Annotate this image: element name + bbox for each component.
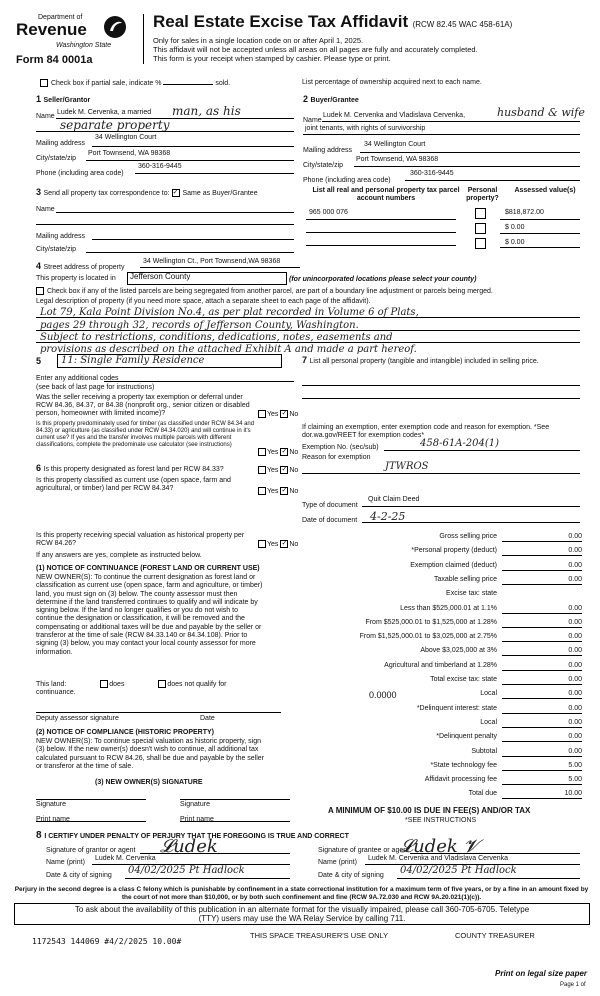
local-rate: 0.0000 bbox=[369, 690, 397, 700]
document-type-label: Type of document bbox=[302, 502, 358, 509]
grantee-signature-label: Signature of grantee or agent bbox=[318, 847, 410, 854]
title-text: Real Estate Excise Tax Affidavit bbox=[153, 12, 409, 31]
continuance-label: continuance. bbox=[36, 689, 76, 696]
grantor-name-value[interactable]: Ludek M. Cervenka bbox=[95, 855, 156, 862]
dept-label: Department of bbox=[38, 14, 83, 21]
forest-yes-no: Yes ✓ No bbox=[258, 466, 298, 475]
seller-name-value[interactable]: Ludek M. Cervenka, a married bbox=[57, 109, 152, 116]
personal-property-checkbox-1[interactable] bbox=[475, 208, 486, 219]
current-use-yes-checkbox[interactable] bbox=[258, 487, 266, 495]
current-use-yes-no: Yes ✓ No bbox=[258, 487, 298, 496]
tax-row-label: *Delinquent interest: state bbox=[416, 704, 497, 712]
partial-sale-checkbox[interactable] bbox=[40, 79, 48, 87]
located-label: This property is located in bbox=[36, 275, 116, 282]
segregated-checkbox[interactable] bbox=[36, 287, 44, 295]
tax-row-value[interactable]: 0.00 bbox=[502, 547, 582, 556]
buyer-name-label: Name bbox=[303, 117, 322, 124]
exemption-yes-no: Yes ✓ No bbox=[258, 410, 298, 419]
seller-name-handwritten: man, as his bbox=[172, 104, 241, 118]
buyer-phone-label: Phone (including area code) bbox=[303, 177, 391, 184]
grantor-signature-label: Signature of grantor or agent bbox=[46, 847, 136, 854]
personal-property-checkbox-3[interactable] bbox=[475, 238, 486, 249]
tax-row-label: Above $3,025,000 at 3% bbox=[420, 647, 497, 655]
tax-row-value[interactable]: 0.00 bbox=[502, 562, 582, 571]
street-address-row: 4 Street address of property bbox=[36, 261, 125, 271]
farm-no-checkbox[interactable]: ✓ bbox=[281, 448, 288, 455]
correspondence-name-label: Name bbox=[36, 206, 55, 213]
tax-row-label: Less than $525,000.01 at 1.1% bbox=[400, 604, 497, 612]
grantee-signature: 𝓛udek 𝓥 bbox=[400, 836, 479, 857]
treasurer-use-label: THIS SPACE TREASURER'S USE ONLY bbox=[250, 931, 389, 940]
dor-logo bbox=[10, 12, 135, 66]
document-type-value[interactable]: Quit Claim Deed bbox=[368, 496, 420, 503]
historical-question: Is this property receiving special valuation as historical property per RCW 84.26? bbox=[36, 532, 245, 547]
tax-row-value[interactable]: 0.00 bbox=[502, 647, 582, 656]
unincorporated-note: (for unincorporated locations please select your county) bbox=[289, 276, 477, 283]
seller-address-value[interactable]: 34 Wellington Court bbox=[95, 134, 157, 141]
buyer-city-label: City/state/zip bbox=[303, 162, 344, 169]
tax-row-value[interactable]: 0.00 bbox=[502, 705, 582, 714]
form-number: Form 84 0001a bbox=[16, 54, 93, 66]
reason-value[interactable]: JTWROS bbox=[385, 461, 429, 472]
certify-statement: 8 I CERTIFY UNDER PENALTY OF PERJURY THAT THE FOREGOING IS TRUE AND CORRECT bbox=[36, 830, 349, 841]
seller-phone-label: Phone (including area code) bbox=[36, 170, 124, 177]
notice-compliance-body: NEW OWNER(S): To continue special valuation as historic property, sign (3) below. If the new owner(s) doesn't wish to continue, all additional tax calculated pursuant to RCW 84.26, shall be due and payable by the seller or transferor at the time of sale. bbox=[36, 738, 265, 770]
seller-address-label: Mailing address bbox=[36, 140, 86, 147]
grantee-name-value[interactable]: Ludek M. Cervenka and Vladislava Cervenka bbox=[368, 855, 509, 862]
correspondence-row: 3 Send all property tax correspondence to: ✓ Same as Buyer/Grantee bbox=[36, 187, 258, 197]
buyer-address-label: Mailing address bbox=[303, 147, 353, 154]
legal-description-line-2[interactable]: pages 29 through 32, records of Jefferson County, Washington. bbox=[40, 320, 359, 331]
tax-row-label: Total due bbox=[468, 790, 497, 798]
tax-row-label: *Personal property (deduct) bbox=[411, 547, 497, 555]
washington-label: Washington State bbox=[56, 42, 112, 49]
exemption-number-label: Exemption No. (sec/sub) bbox=[302, 444, 379, 451]
title-rcw: (RCW 82.45 WAC 458-61A) bbox=[412, 20, 513, 29]
tax-row-label: Agricultural and timberland at 1.28% bbox=[384, 661, 497, 669]
buyer-phone-value[interactable]: 360-316-9445 bbox=[410, 170, 454, 177]
additional-codes-sub: (see back of last page for instructions) bbox=[36, 384, 155, 391]
exemption-question: Was the seller receiving a property tax exemption or deferral under RCW 84.36, 84.37, or 84.38 (nonprofit org., senior citizen or disabled person, homeowner with limited income)? bbox=[36, 394, 250, 417]
current-use-no-checkbox[interactable]: ✓ bbox=[281, 487, 288, 494]
tax-row-label: Local bbox=[480, 690, 497, 698]
tax-row-value[interactable]: 0.00 bbox=[502, 633, 582, 642]
minimum-due-note: A MINIMUM OF $10.00 IS DUE IN FEE(S) AND/OR TAX bbox=[328, 806, 531, 815]
tax-row-label: From $525,000.01 to $1,525,000 at 1.28% bbox=[365, 618, 497, 626]
tax-row-label: Subtotal bbox=[471, 747, 497, 755]
tax-row-value[interactable]: 10.00 bbox=[502, 790, 582, 799]
buyer-name-value[interactable]: Ludek M. Cervenka and Vladislava Cervenka, bbox=[323, 112, 466, 119]
seller-name-label: Name bbox=[36, 113, 55, 120]
accessibility-line-1: To ask about the availability of this publication in an alternate format for the visually impaired, please call 360-705-6705. Teletype bbox=[74, 905, 530, 914]
tax-row-label: Gross selling price bbox=[439, 533, 497, 540]
grantee-date-value[interactable]: 04/02/2025 Pt Hadlock bbox=[400, 865, 517, 876]
document-date-label: Date of document bbox=[302, 517, 358, 524]
partial-sale-row: Check box if partial sale, indicate % sold. bbox=[40, 79, 230, 88]
buyer-address-value[interactable]: 34 Wellington Court bbox=[364, 141, 426, 148]
page-number: Page 1 of bbox=[560, 982, 586, 988]
tax-row-value[interactable]: 0.00 bbox=[502, 748, 582, 757]
same-as-buyer-checkbox[interactable]: ✓ bbox=[172, 189, 179, 197]
print-name-label-1: Print name bbox=[36, 816, 70, 823]
tax-row-label: Excise tax: state bbox=[446, 590, 497, 598]
new-owner-signature-heading: (3) NEW OWNER(S) SIGNATURE bbox=[95, 779, 203, 786]
notice-continuance-heading: (1) NOTICE OF CONTINUANCE (FOREST LAND OR CURRENT USE) bbox=[36, 565, 260, 572]
tax-row-label: Local bbox=[480, 718, 497, 726]
grantor-name-label: Name (print) bbox=[46, 859, 85, 866]
personal-property-checkbox-2[interactable] bbox=[475, 223, 486, 234]
tax-row-value[interactable]: 0.00 bbox=[502, 690, 582, 699]
legal-description-line-1[interactable]: Lot 79, Kala Point Division No.4, as per plat recorded in Volume 6 of Plats, bbox=[40, 307, 419, 318]
grantee-name-label: Name (print) bbox=[318, 859, 357, 866]
tax-row-label: Affidavit processing fee bbox=[424, 776, 497, 784]
print-name-label-2: Print name bbox=[180, 816, 214, 823]
grantor-date-value[interactable]: 04/02/2025 Pt Hadlock bbox=[128, 865, 245, 876]
county-treasurer-label: COUNTY TREASURER bbox=[455, 931, 535, 940]
tax-row-label: Taxable selling price bbox=[433, 575, 497, 583]
parcel-header: List all real and personal property tax parcel account numbers bbox=[312, 187, 460, 202]
legal-description-label: Legal description of property (if you need more space, attach a separate sheet to each page of the affidavit). bbox=[36, 298, 371, 305]
buyer-name-handwritten: husband & wife bbox=[497, 106, 585, 119]
reason-label: Reason for exemption bbox=[302, 454, 371, 461]
tax-row-label: *Delinquent penalty bbox=[436, 733, 497, 741]
farm-yes-no: Yes ✓ No bbox=[258, 448, 298, 457]
seller-city-label: City/state/zip bbox=[36, 155, 77, 162]
seller-heading: 1 Seller/Grantor bbox=[36, 94, 91, 104]
forest-no-checkbox[interactable]: ✓ bbox=[281, 466, 288, 473]
tax-row-value[interactable]: 0.00 bbox=[502, 605, 582, 614]
tax-row-value[interactable]: 5.00 bbox=[502, 762, 582, 771]
grantor-signature: 𝓛udek bbox=[160, 836, 218, 857]
farm-yes-checkbox[interactable] bbox=[258, 448, 266, 456]
segregated-row: Check box if any of the listed parcels are being segregated from another parcel, are part of a boundary line adjustment or parcels being merged. bbox=[36, 287, 493, 296]
assessed-value-2[interactable]: $ 0.00 bbox=[505, 224, 525, 231]
forest-yes-checkbox[interactable] bbox=[258, 466, 266, 474]
document-date-value[interactable]: 4-2-25 bbox=[370, 510, 406, 523]
exemption-instructions: If claiming an exemption, enter exemption code and reason for exemption. *See dor.wa.gov/REET for exemption codes* bbox=[302, 424, 550, 439]
buyer-heading: 2 Buyer/Grantee bbox=[303, 94, 359, 104]
correspondence-city-label: City/state/zip bbox=[36, 246, 77, 253]
perjury-statement: Perjury in the second degree is a class C felony which is punishable by confinement in a state correctional institution for a maximum term of five years, or by a fine in an amount fixed by the court of not more than $10,000, or by both such confinement and fine (RCW 9A.72.030 and RCW 9A.20.021(1)(c)). bbox=[14, 886, 589, 901]
does-qualify-checkbox[interactable] bbox=[100, 680, 108, 688]
see-instructions-note: *SEE INSTRUCTIONS bbox=[405, 817, 477, 824]
tax-row-value[interactable]: 0.00 bbox=[502, 676, 582, 685]
personal-property-header: Personal property? bbox=[466, 187, 499, 202]
deputy-signature-label: Deputy assessor signature bbox=[36, 715, 119, 722]
tax-row-value[interactable]: 0.00 bbox=[502, 576, 582, 585]
notice-compliance-heading: (2) NOTICE OF COMPLIANCE (HISTORIC PROPERTY) bbox=[36, 729, 214, 736]
deputy-date-label: Date bbox=[200, 715, 215, 722]
county-select[interactable]: Jefferson County bbox=[127, 272, 287, 285]
seller-name-handwritten-2: separate property bbox=[60, 118, 170, 132]
form-title bbox=[153, 12, 512, 32]
header-line-3: This form is your receipt when stamped by cashier. Please type or print. bbox=[153, 54, 391, 63]
street-address-value[interactable]: 34 Wellington Ct., Port Townsend,WA 98368 bbox=[143, 258, 281, 265]
tax-row-value[interactable]: 0.00 bbox=[502, 662, 582, 671]
grantee-date-label: Date & city of signing bbox=[318, 872, 384, 879]
historical-no-checkbox[interactable]: ✓ bbox=[281, 540, 288, 547]
tax-row-label: *State technology fee bbox=[430, 761, 497, 769]
grantor-date-label: Date & city of signing bbox=[46, 872, 112, 879]
tax-row-label: From $1,525,000.01 to $3,025,000 at 2.75% bbox=[359, 633, 497, 641]
tax-row-value[interactable]: 5.00 bbox=[502, 776, 582, 785]
tax-row-value[interactable]: 0.00 bbox=[502, 619, 582, 628]
tax-row-label: Exemption claimed (deduct) bbox=[410, 561, 497, 569]
dor-logo-icon bbox=[102, 14, 128, 40]
ownership-note: List percentage of ownership acquired next to each name. bbox=[302, 79, 482, 86]
historical-yes-no: Yes ✓ No bbox=[258, 540, 298, 549]
exemption-no-checkbox[interactable]: ✓ bbox=[281, 410, 288, 417]
legal-description-line-4[interactable]: provisions as described on the attached Exhibit A and made a part hereof. bbox=[40, 344, 417, 355]
header-line-2: This affidavit will not be accepted unless all areas on all pages are fully and accurately completed. bbox=[153, 45, 478, 54]
if-yes-note: If any answers are yes, complete as instructed below. bbox=[36, 552, 202, 559]
tax-row-value[interactable]: 0.00 bbox=[502, 733, 582, 742]
accessibility-line-2: (TTY) users may use the WA Relay Service by calling 711. bbox=[198, 914, 406, 923]
buyer-city-value[interactable]: Port Townsend, WA 98368 bbox=[356, 156, 439, 163]
assessed-value-header: Assessed value(s) bbox=[514, 187, 576, 194]
exemption-yes-checkbox[interactable] bbox=[258, 410, 266, 418]
signature-label-1: Signature bbox=[36, 801, 66, 808]
legal-size-note: Print on legal size paper bbox=[495, 969, 588, 978]
revenue-label: Revenue bbox=[16, 20, 87, 39]
tax-row-value[interactable]: 0.00 bbox=[502, 719, 582, 728]
cashier-stamp: 1172543 144069 #4/2/2025 10.00# bbox=[32, 937, 182, 946]
notice-continuance-body: NEW OWNER(S): To continue the current designation as forest land or classification as current use (open space, farm and agriculture, or timber) land, you must sign on (3) below. The county assessor must then determine if the land transferred continues to qualify and will indicate by signing below. If the land no longer qualifies or you do not wish to continue the designation or classification, it will be removed and the compensating or additional taxes will be due and payable by the seller or transferor at the time of sale (RCW 84.33.140 or 84.34.108). Prior to signing (3) below, you may contact your local county assessor for more information. bbox=[36, 574, 263, 656]
accessibility-box bbox=[14, 903, 590, 925]
personal-property-label: 7 List all personal property (tangible and intangible) included in selling price. bbox=[302, 355, 539, 365]
farm-question: Is this property predominately used for timber (as classified under RCW 84.34 and 84.33) or agriculture (as classified under RCW 84.34.020) and will continue in it's current use? If yes and the transfer involves multiple parcels with different classifications, complete the predominate use calculator (see instructions) bbox=[36, 421, 255, 448]
current-use-question: Is this property classified as current use (open space, farm and agricultural, or timber) land per RCW 84.34? bbox=[36, 477, 231, 492]
seller-phone-value[interactable]: 360-316-9445 bbox=[138, 163, 182, 170]
this-land-row: This land: does does not qualify for bbox=[36, 680, 227, 688]
assessed-value-1[interactable]: $818,872.00 bbox=[505, 209, 544, 216]
historical-yes-checkbox[interactable] bbox=[258, 540, 266, 548]
buyer-name-value-2[interactable]: joint tenants, with rights of survivorship bbox=[305, 125, 426, 132]
exemption-number-value[interactable]: 458-61A-204(1) bbox=[420, 438, 500, 449]
correspondence-mailing-label: Mailing address bbox=[36, 233, 86, 240]
seller-city-value[interactable]: Port Townsend, WA 98368 bbox=[88, 150, 171, 157]
header-line-1: Only for sales in a single location code on or after April 1, 2025. bbox=[153, 36, 364, 45]
legal-description-line-3[interactable]: Subject to restrictions, conditions, dedications, notes, easements and bbox=[40, 332, 393, 343]
additional-codes-label: Enter any additional codes bbox=[36, 375, 119, 382]
signature-label-2: Signature bbox=[180, 801, 210, 808]
assessed-value-3[interactable]: $ 0.00 bbox=[505, 239, 525, 246]
tax-row-value[interactable]: 0.00 bbox=[502, 533, 582, 542]
forest-question: 6 Is this property designated as forest land per RCW 84.33? bbox=[36, 463, 224, 473]
land-use-select[interactable]: 11: Single Family Residence bbox=[57, 354, 282, 368]
tax-row-label: Total excise tax: state bbox=[430, 676, 497, 683]
parcel-number[interactable]: 965 000 076 bbox=[309, 209, 348, 216]
does-not-qualify-checkbox[interactable] bbox=[158, 680, 166, 688]
